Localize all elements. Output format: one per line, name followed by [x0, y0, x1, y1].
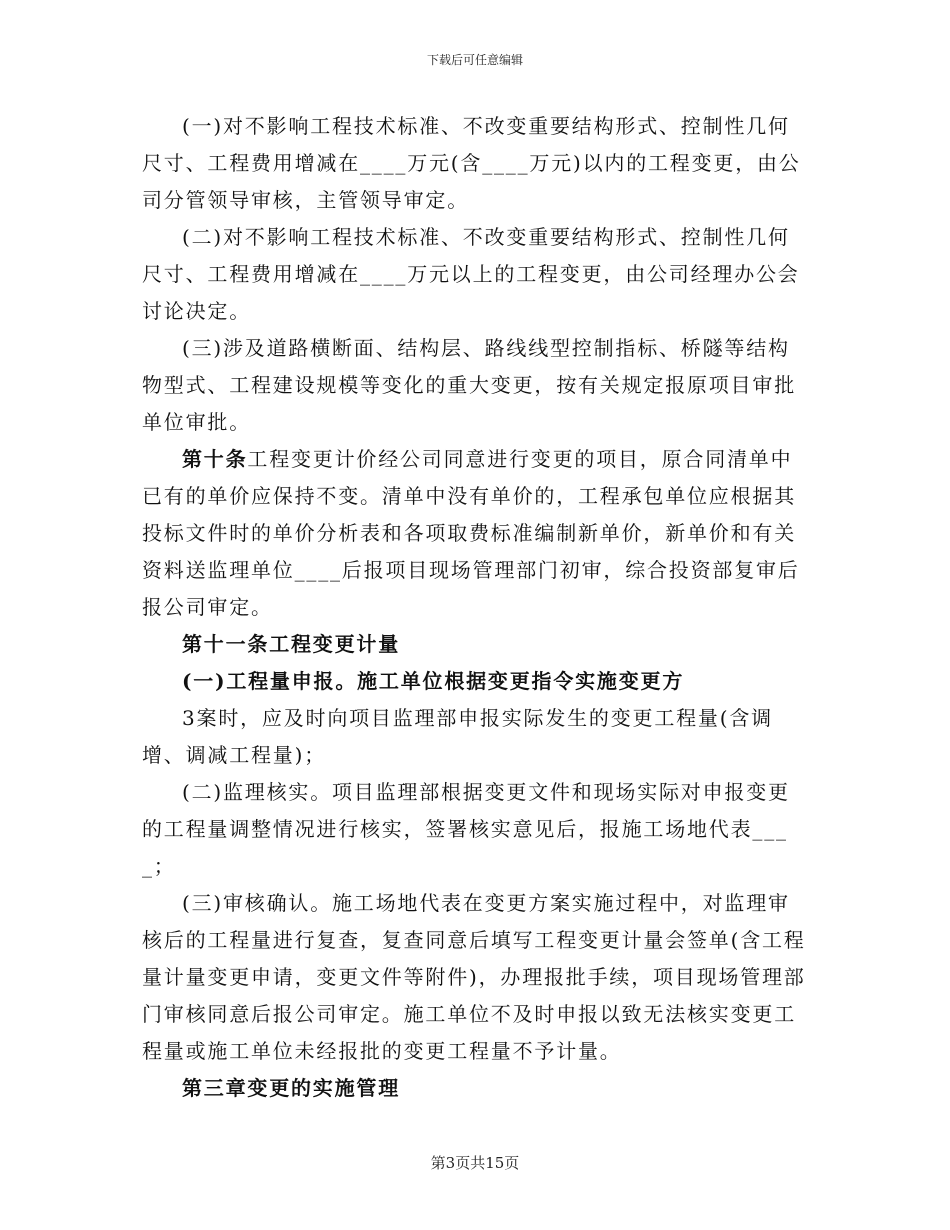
clause-1-paragraph: (一)对不影响工程技术标准、不改变重要结构形式、控制性几何尺寸、工程费用增减在____万元(含____万元)以内的工程变更，由公司分管领导审核，主管领导审定。 [142, 114, 801, 212]
clause-2-paragraph: (二)对不影响工程技术标准、不改变重要结构形式、控制性几何尺寸、工程费用增减在____万元以上的工程变更，由公司经理办公会讨论决定。 [142, 225, 800, 323]
page-header: 下载后可任意编辑 [426, 53, 523, 67]
clause-3-paragraph: (三)涉及道路横断面、结构层、路线线型控制指标、桥隧等结构物型式、工程建设规模等变化的重大变更，按有关规定报原项目审批单位审批。 [142, 336, 796, 434]
review-confirmation-paragraph: (三)审核确认。施工场地代表在变更方案实施过程中，对监理审核后的工程量进行复查，复查同意后填写工程变更计量会签单(含工程量计量变更申请，变更文件等附件)，办理报批手续，项目现场管理部门审核同意后报公司审定。施工单位不及时申报以致无法核实变更工程量或施工单位未经报批的变更工程量不予计量。 [142, 891, 806, 1063]
document-body [142, 108, 810, 1107]
article-10-title: 第十条 [182, 447, 248, 471]
quantity-declaration-heading: (一)工程量申报。施工单位根据变更指令实施变更方 [182, 669, 685, 693]
page-footer: 第3页共15页 [430, 1154, 520, 1172]
supervision-verification-paragraph: (二)监理核实。项目监理部根据变更文件和现场实际对申报变更的工程量调整情况进行核实，签署核实意见后，报施工场地代表____； [142, 780, 790, 878]
chapter-3-heading: 第三章变更的实施管理 [182, 1076, 400, 1100]
article-10-text: 工程变更计价经公司同意进行变更的项目，原合同清单中已有的单价应保持不变。清单中没有单价的，工程承包单位应根据其投标文件时的单价分析表和各项取费标准编制新单价，新单价和有关资料送监理单位____后报项目现场管理部门初审，综合投资部复审后报公司审定。 [142, 447, 800, 619]
quantity-declaration-paragraph: 3案时，应及时向项目监理部申报实际发生的变更工程量(含调增、调减工程量)； [142, 706, 773, 767]
article-10-paragraph [142, 441, 810, 626]
article-11-heading: 第十一条工程变更计量 [182, 632, 400, 656]
